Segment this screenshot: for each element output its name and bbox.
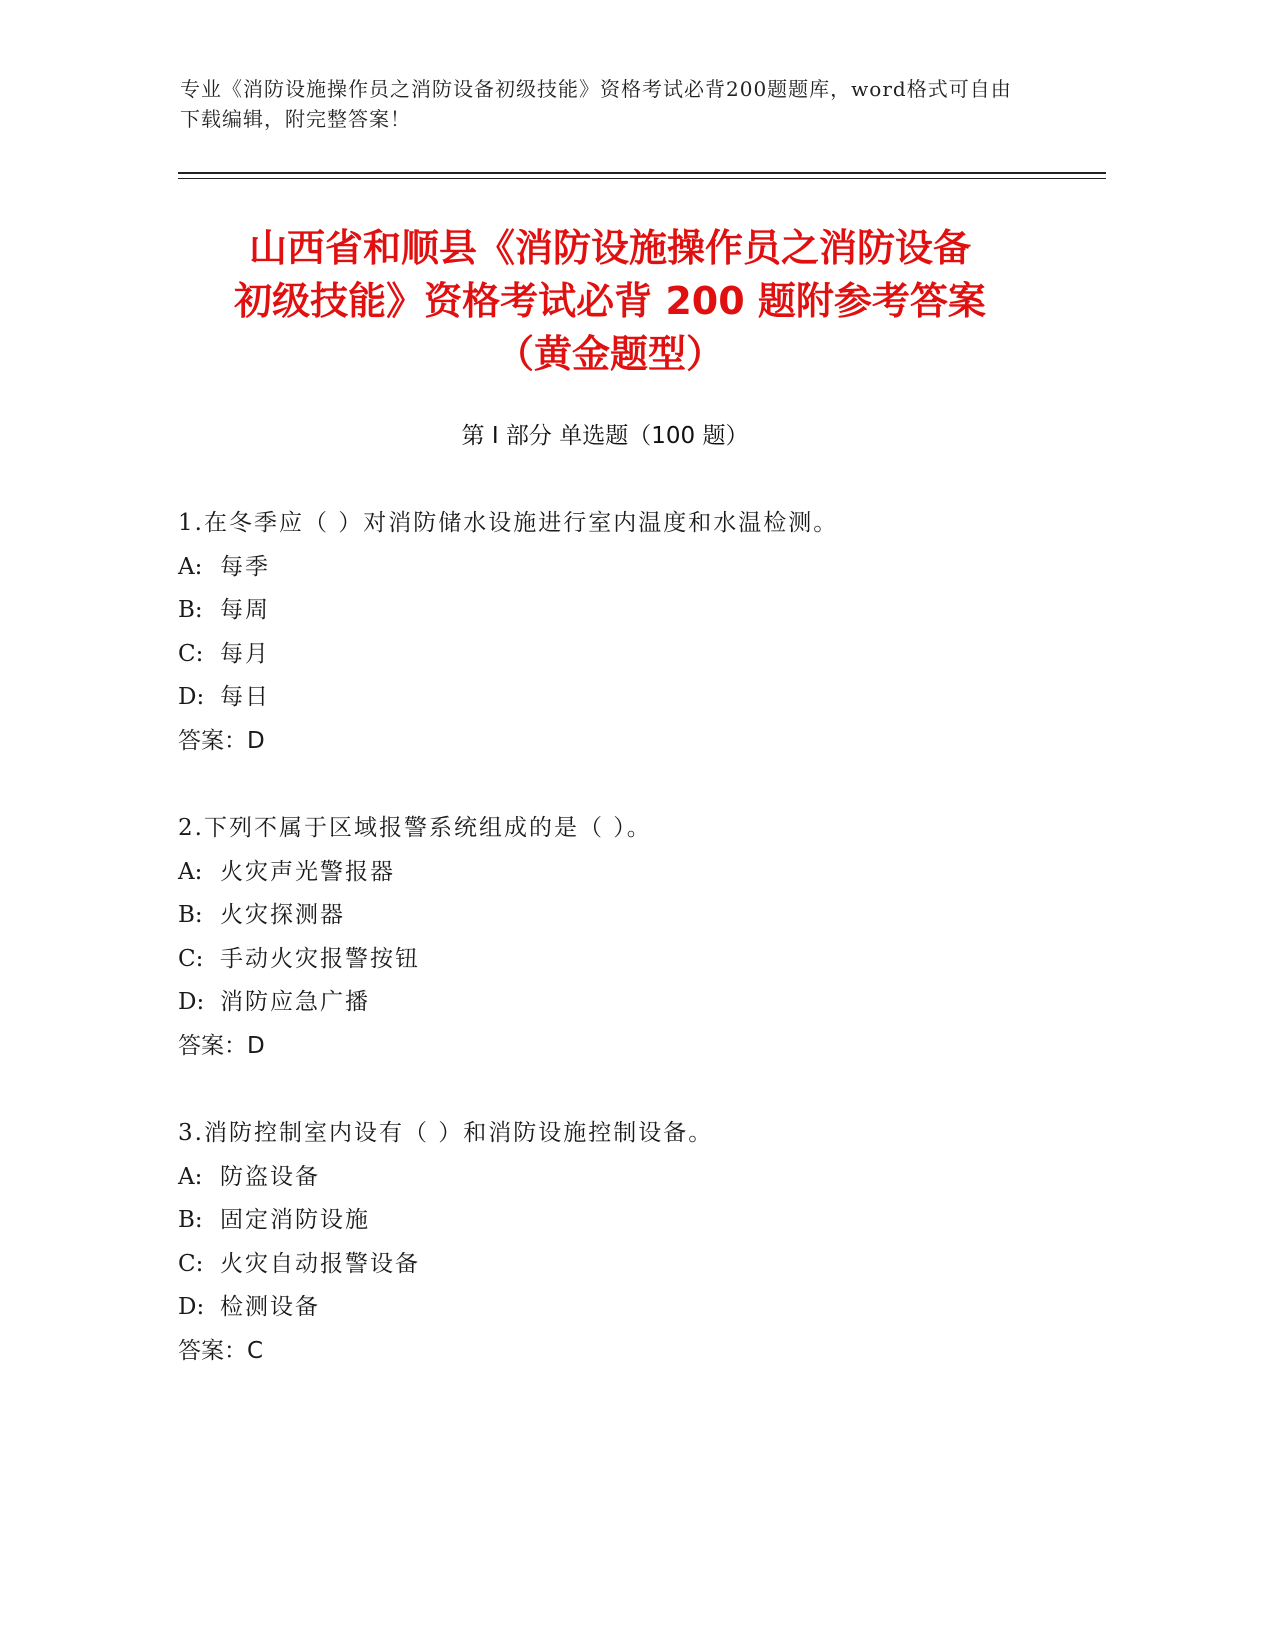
question-3: [178, 1112, 1118, 1373]
option-d: [178, 676, 1118, 720]
question-stem: 2.下列不属于区域报警系统组成的是（ ）。: [178, 815, 652, 841]
answer: 答案：D: [178, 727, 265, 754]
option-b: [178, 589, 1118, 633]
option-b: [178, 894, 1118, 938]
title-line-3: （黄金题型）: [495, 332, 724, 376]
option-letter: B:: [178, 902, 203, 928]
option-a: [178, 851, 1118, 895]
option-b: [178, 1199, 1118, 1243]
option-letter: B:: [178, 597, 203, 623]
question-stem: 1.在冬季应（ ）对消防储水设施进行室内温度和水温检测。: [178, 510, 839, 536]
option-letter: B:: [178, 1207, 203, 1233]
title-line-1: 山西省和顺县《消防设施操作员之消防设备: [248, 226, 971, 270]
document-title: [150, 222, 1070, 381]
option-a: [178, 546, 1118, 590]
option-text: 每月: [220, 640, 270, 667]
option-d: [178, 981, 1118, 1025]
option-text: 手动火灾报警按钮: [220, 945, 420, 972]
option-d: [178, 1286, 1118, 1330]
question-1: [178, 502, 1118, 763]
option-text: 每季: [220, 553, 270, 580]
title-line-2: 初级技能》资格考试必背 200 题附参考答案: [234, 279, 986, 323]
option-text: 火灾探测器: [220, 902, 345, 928]
header-divider-thick: [178, 172, 1106, 174]
option-letter: C:: [178, 945, 204, 972]
option-letter: A:: [178, 1163, 203, 1190]
question-2: [178, 807, 1118, 1068]
answer: 答案：C: [178, 1337, 264, 1364]
option-text: 防盗设备: [220, 1163, 320, 1190]
option-letter: C:: [178, 640, 204, 667]
option-letter: D:: [178, 684, 205, 710]
option-text: 消防应急广播: [220, 989, 370, 1015]
option-text: 火灾自动报警设备: [220, 1250, 420, 1277]
option-letter: D:: [178, 989, 205, 1015]
option-letter: A:: [178, 858, 203, 885]
answer: 答案：D: [178, 1032, 265, 1059]
question-stem: 3.消防控制室内设有（ ）和消防设施控制设备。: [178, 1120, 714, 1146]
option-letter: C:: [178, 1250, 204, 1277]
option-a: [178, 1156, 1118, 1200]
option-letter: D:: [178, 1294, 205, 1320]
option-text: 火灾声光警报器: [220, 858, 395, 885]
option-letter: A:: [178, 553, 203, 580]
option-c: [178, 1243, 1118, 1287]
option-text: 每周: [220, 597, 270, 623]
header-divider-thin: [178, 178, 1106, 179]
option-c: [178, 633, 1118, 677]
option-text: 固定消防设施: [220, 1207, 370, 1233]
section-title: 第 I 部分 单选题（100 题）: [461, 423, 749, 449]
option-text: 每日: [220, 684, 270, 710]
header-note: 专业《消防设施操作员之消防设备初级技能》资格考试必背200题题库，word格式可自由下载编辑，附完整答案！: [180, 77, 1012, 131]
option-text: 检测设备: [220, 1294, 320, 1320]
option-c: [178, 938, 1118, 982]
